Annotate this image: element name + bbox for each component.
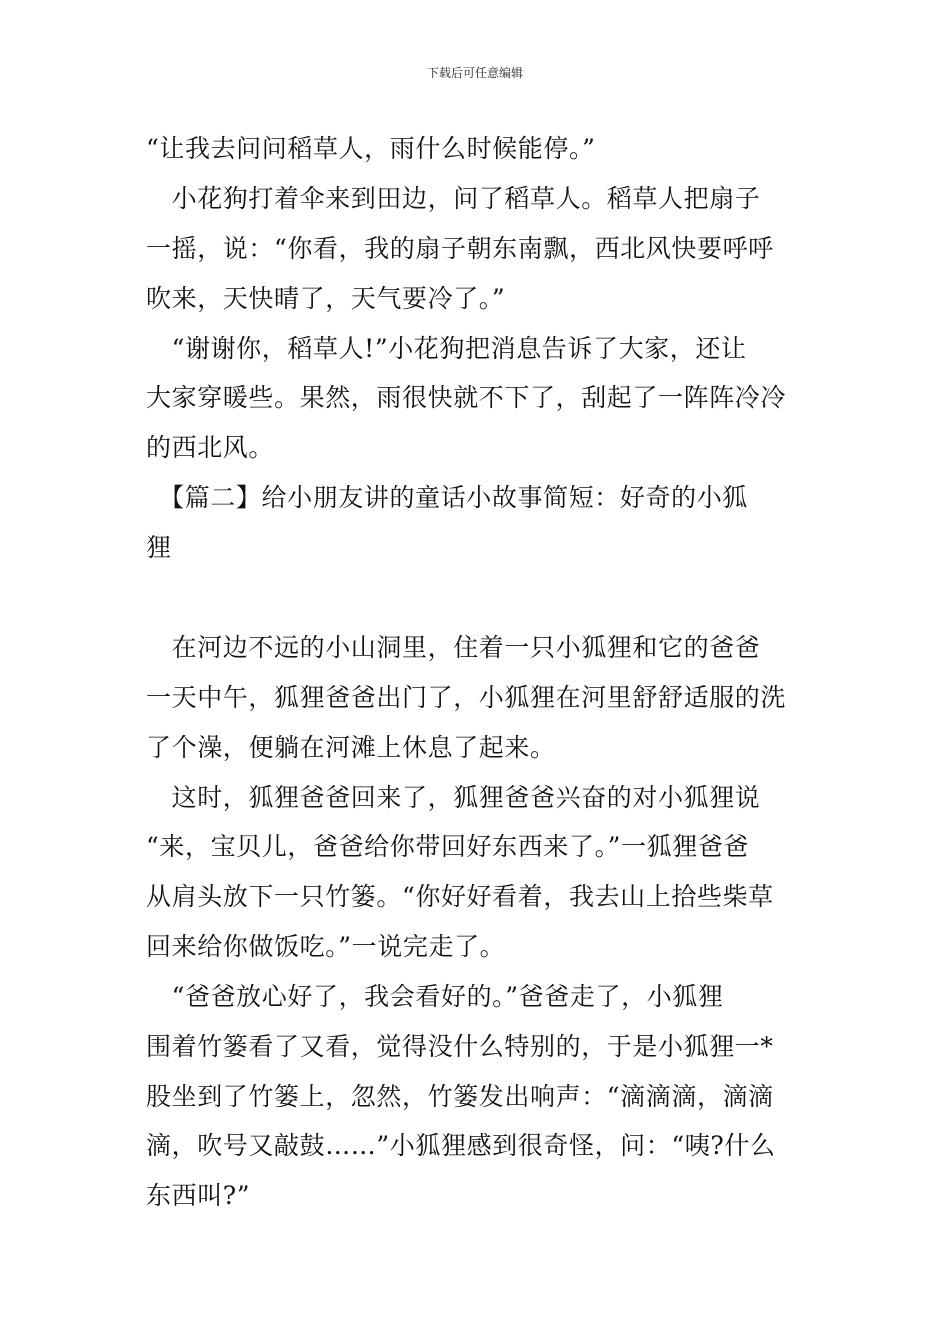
text-line: 大家穿暖些。果然，雨很快就不下了，刮起了一阵阵冷冷 xyxy=(146,383,787,412)
text-line: 这时，狐狸爸爸回来了，狐狸爸爸兴奋的对小狐狸说 xyxy=(146,783,761,812)
text-line: 从肩头放下一只竹篓。“你好好看着，我去山上拾些柴草 xyxy=(146,882,774,911)
text-line: 小花狗打着伞来到田边，问了稻草人。稻草人把扇子 xyxy=(146,184,761,213)
text-line: “来，宝贝儿，爸爸给你带回好东西来了。”一狐狸爸爸 xyxy=(146,832,750,861)
text-line: 滴，吹号又敲鼓……”小狐狸感到很奇怪，问：“咦?什么 xyxy=(146,1131,776,1160)
text-line: 东西叫?” xyxy=(146,1181,251,1210)
text-line: 了个澡，便躺在河滩上休息了起来。 xyxy=(146,733,556,762)
text-line: “爸爸放心好了，我会看好的。”爸爸走了，小狐狸 xyxy=(146,982,724,1011)
text-line: 吹来，天快晴了，天气要冷了。” xyxy=(146,284,506,313)
text-line: 一天中午，狐狸爸爸出门了，小狐狸在河里舒舒适服的洗 xyxy=(146,683,787,712)
section-heading: 【篇二】给小朋友讲的童话小故事简短：好奇的小狐 xyxy=(146,483,748,512)
text-line: 在河边不远的小山洞里，住着一只小狐狸和它的爸爸 xyxy=(146,633,761,662)
text-line: 股坐到了竹篓上，忽然，竹篓发出响声：“滴滴滴，滴滴 xyxy=(146,1082,774,1111)
text-line: 的西北风。 xyxy=(146,433,275,462)
text-line: 围着竹篓看了又看，觉得没什么特别的，于是小狐狸一* xyxy=(146,1032,774,1061)
section-heading-continued: 狸 xyxy=(146,533,172,562)
text-line: “让我去问问稻草人，雨什么时候能停。” xyxy=(146,134,596,163)
text-line: 一摇，说：“你看，我的扇子朝东南飘，西北风快要呼呼 xyxy=(146,234,774,263)
text-line: “谢谢你，稻草人!”小花狗把消息告诉了大家，还让 xyxy=(146,334,747,363)
text-line: 回来给你做饭吃。”一说完走了。 xyxy=(146,932,506,961)
page-header: 下载后可任意编辑 xyxy=(426,66,523,80)
